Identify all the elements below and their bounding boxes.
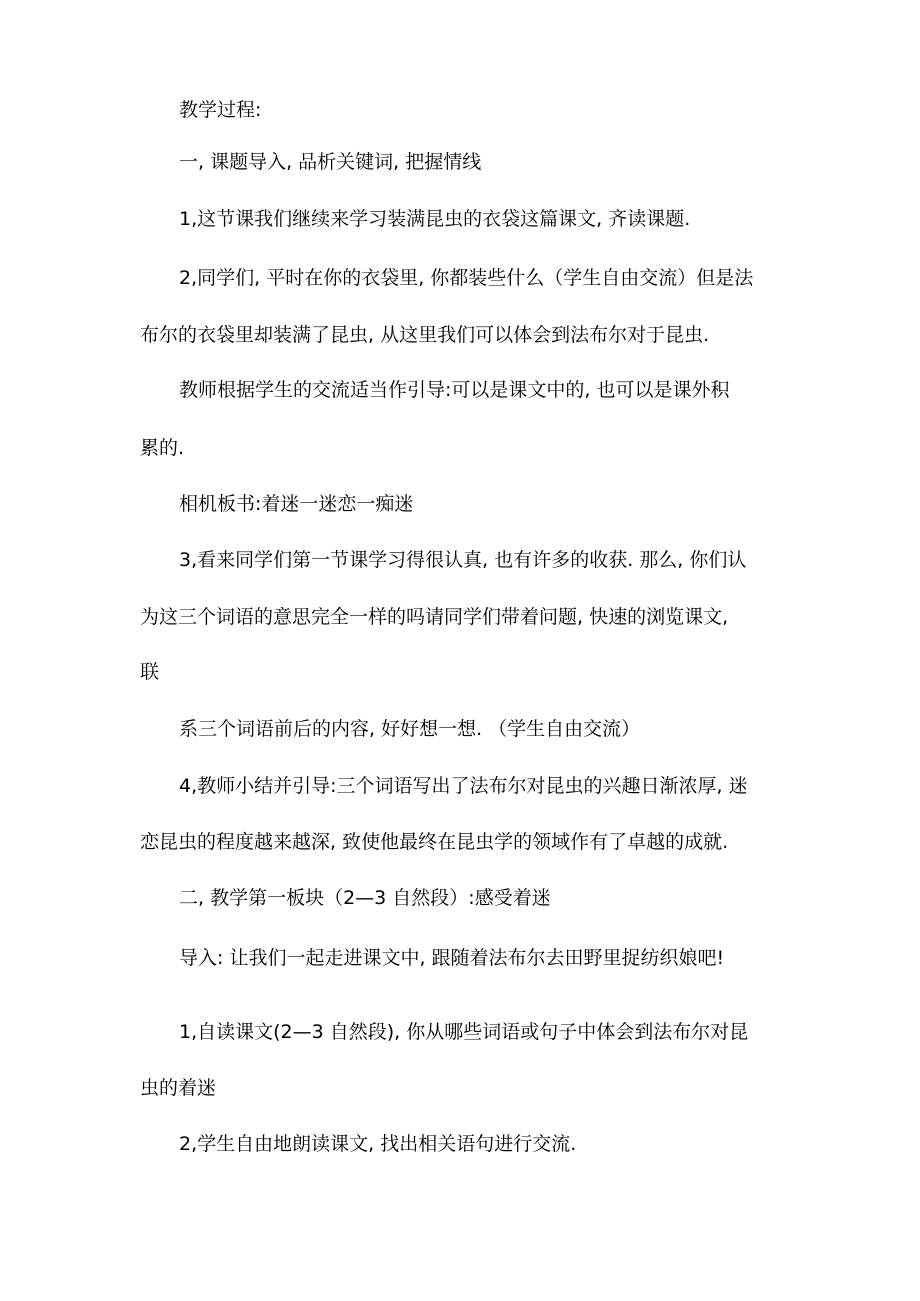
text-line: 导入: 让我们一起走进课文中, 跟随着法布尔去田野里捉纺织娘吧!	[179, 947, 725, 969]
text-line: 系三个词语前后的内容, 好好想一想. （学生自由交流）	[179, 718, 641, 740]
text-line: 一, 课题导入, 品析关键词, 把握情线	[179, 151, 482, 173]
text-line: 为这三个词语的意思完全一样的吗请同学们带着问题, 快速的浏览课文,	[140, 606, 729, 628]
text-line: 2,学生自由地朗读课文, 找出相关语句进行交流.	[179, 1133, 577, 1155]
text-line: 教师根据学生的交流适当作引导:可以是课文中的, 也可以是课外积	[179, 379, 730, 401]
text-line: 3,看来同学们第一节课学习得很认真, 也有许多的收获. 那么, 你们认	[179, 549, 747, 571]
text-line: 相机板书:着迷一迷恋一痴迷	[179, 493, 414, 515]
text-line: 布尔的衣袋里却装满了昆虫, 从这里我们可以体会到法布尔对于昆虫.	[140, 324, 710, 346]
text-line: 教学过程:	[179, 99, 262, 121]
text-line: 二, 教学第一板块（2—3 自然段）:感受着迷	[179, 887, 551, 909]
text-line: 联	[140, 661, 160, 683]
text-line: 虫的着迷	[140, 1077, 217, 1099]
text-line: 累的.	[140, 437, 185, 459]
text-line: 1,自读课文(2—3 自然段), 你从哪些词语或句子中体会到法布尔对昆	[179, 1021, 749, 1043]
text-line: 恋昆虫的程度越来越深, 致使他最终在昆虫学的领域作有了卓越的成就.	[140, 831, 729, 853]
text-line: 4,教师小结并引导:三个词语写出了法布尔对昆虫的兴趣日渐浓厚, 迷	[179, 775, 748, 797]
text-line: 1,这节课我们继续来学习装满昆虫的衣袋这篇课文, 齐读课题.	[179, 208, 691, 230]
text-line: 2,同学们, 平时在你的衣袋里, 你都装些什么（学生自由交流）但是法	[179, 267, 754, 289]
